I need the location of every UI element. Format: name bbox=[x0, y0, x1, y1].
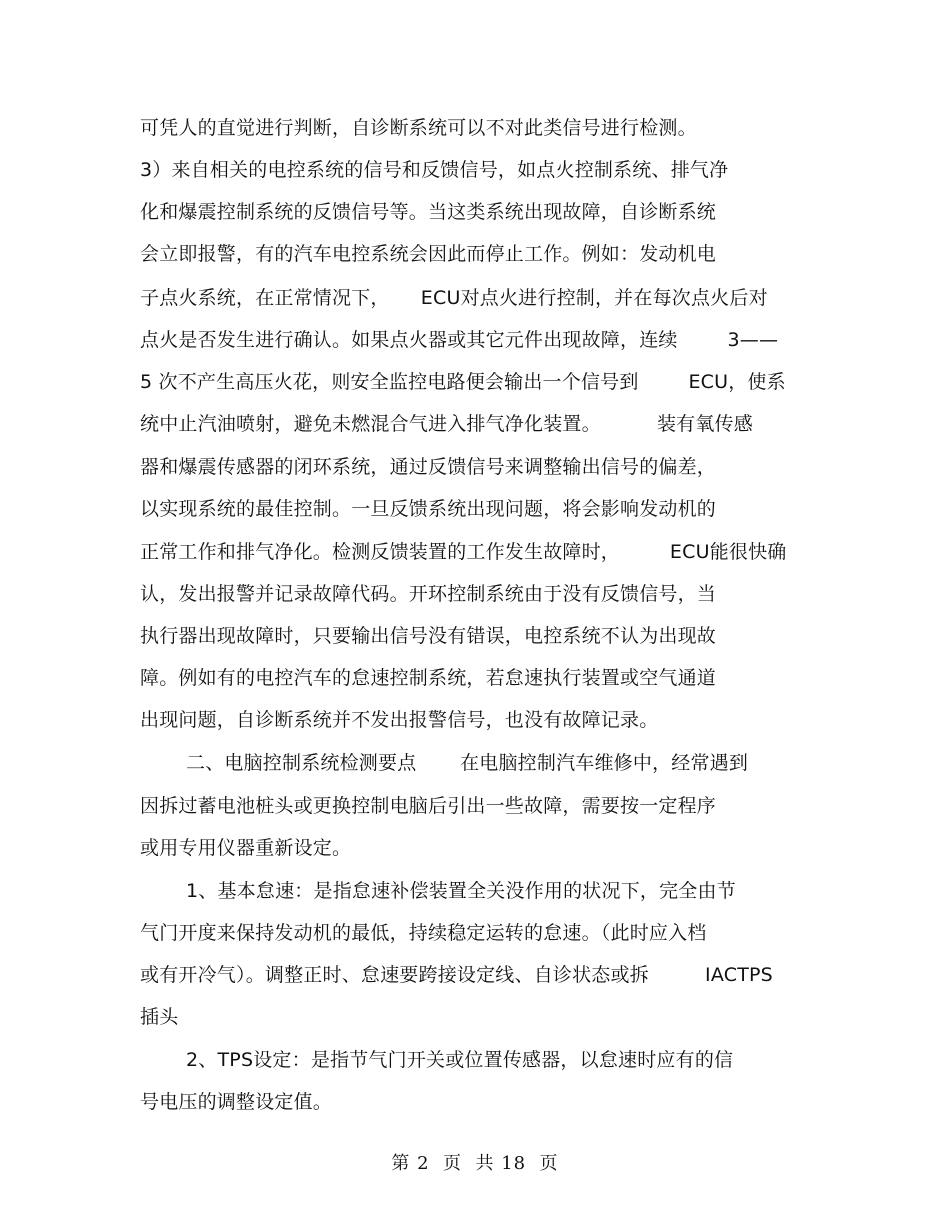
text-line-21: 或有开冷气）。调整正时、怠速要跨接设定线、自诊状态或拆 IACTPS bbox=[140, 964, 773, 986]
list-item-tps-setting: 2、TPS设定：是指节气门开关或位置传感器，以怠速时应有的信 bbox=[186, 1049, 734, 1071]
text-line-3: 化和爆震控制系统的反馈信号等。当这类系统出现故障，自诊断系统 bbox=[140, 201, 717, 223]
text-line-14: 障。例如有的电控汽车的怠速控制系统，若怠速执行装置或空气通道 bbox=[140, 667, 717, 689]
text-line-13: 执行器出现故障时，只要输出信号没有错误，电控系统不认为出现故 bbox=[140, 625, 717, 647]
text-line-20: 气门开度来保持发动机的最低，持续稳定运转的怠速。（此时应入档 bbox=[140, 922, 707, 944]
text-line-22: 插头 bbox=[140, 1006, 179, 1028]
section-heading: 二、电脑控制系统检测要点 在电脑控制汽车维修中，经常遇到 bbox=[186, 752, 749, 774]
text-line-17: 因拆过蓄电池桩头或更换控制电脑后引出一些故障，需要按一定程序 bbox=[140, 795, 717, 817]
text-line-10: 以实现系统的最佳控制。一旦反馈系统出现问题，将会影响发动机的 bbox=[140, 498, 717, 520]
text-line-7: 5 次不产生高压火花，则安全监控电路便会输出一个信号到 ECU，使系 bbox=[140, 371, 786, 393]
text-line-9: 器和爆震传感器的闭环系统，通过反馈信号来调整输出信号的偏差， bbox=[140, 456, 717, 478]
page-footer: 第 2 页 共 18 页 bbox=[391, 1153, 559, 1174]
text-line-11: 正常工作和排气净化。检测反馈装置的工作发生故障时， ECU能很快确 bbox=[140, 541, 787, 563]
text-line-2: 3）来自相关的电控系统的信号和反馈信号，如点火控制系统、排气净 bbox=[140, 159, 729, 181]
text-line-18: 或用专用仪器重新设定。 bbox=[140, 837, 352, 859]
text-line-4: 会立即报警，有的汽车电控系统会因此而停止工作。例如：发动机电 bbox=[140, 243, 717, 265]
text-line-24: 号电压的调整设定值。 bbox=[140, 1091, 333, 1113]
text-line-15: 出现问题，自诊断系统并不发出报警信号，也没有故障记录。 bbox=[140, 709, 659, 731]
text-line-6: 点火是否发生进行确认。如果点火器或其它元件出现故障，连续 3—— bbox=[140, 329, 779, 351]
text-line-8: 统中止汽油喷射，避免未燃混合气进入排气净化装置。 装有氧传感 bbox=[140, 413, 753, 435]
text-line-5: 子点火系统，在正常情况下， ECU对点火进行控制，并在每次点火后对 bbox=[140, 287, 768, 309]
list-item-basic-idle: 1、基本怠速：是指怠速补偿装置全关没作用的状况下，完全由节 bbox=[186, 880, 736, 902]
text-line-1: 可凭人的直觉进行判断，自诊断系统可以不对此类信号进行检测。 bbox=[140, 117, 697, 139]
text-line-12: 认，发出报警并记录故障代码。开环控制系统由于没有反馈信号，当 bbox=[140, 583, 717, 605]
